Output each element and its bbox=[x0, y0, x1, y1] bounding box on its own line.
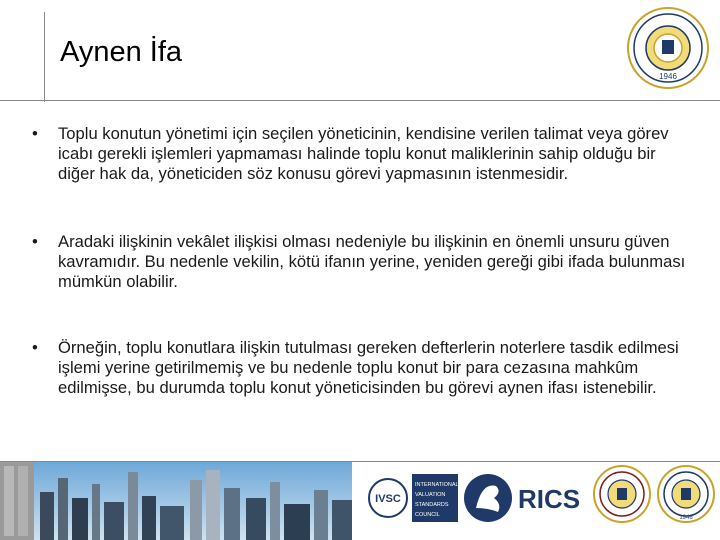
university-seal-icon bbox=[592, 464, 652, 524]
rics-abbr: RICS bbox=[518, 484, 581, 514]
ivsc-text-line: COUNCIL bbox=[415, 512, 440, 518]
ivsc-text-line: STANDARDS bbox=[415, 502, 449, 508]
ivsc-abbr: IVSC bbox=[375, 493, 401, 505]
title-vertical-rule bbox=[44, 12, 45, 102]
ivsc-text-line: INTERNATIONAL bbox=[415, 482, 459, 488]
city-skyline-photo bbox=[0, 462, 352, 540]
ankara-university-seal-icon bbox=[626, 6, 710, 90]
bullet-item: • Toplu konutun yönetimi için seçilen yöneticinin, kendisine verilen talimat veya görev icabı gerekli işlemleri yapmaması halinde toplu konut maliklerinin sahip olduğu bir diğer hak da, yöneticiden söz konusu görevi yapmasının istenmesidir. bbox=[32, 124, 692, 184]
rics-logo-icon bbox=[462, 468, 582, 528]
bullet-item: • Örneğin, toplu konutlara ilişkin tutulması gereken defterlerin noterlere tasdik edilmesi işlemi yerine getirilmemiş ve bu nedenle toplu konut bir para cezasına mahkûm edilmişse, bu durumda toplu konut yöneticisinden bu görevi aynen ifası istenebilir. bbox=[32, 338, 692, 398]
title-divider bbox=[0, 100, 720, 101]
seal-year: 1946 bbox=[679, 515, 693, 521]
ivsc-text-line: VALUATION bbox=[415, 492, 446, 498]
bullet-list bbox=[32, 124, 692, 398]
ivsc-logo-icon bbox=[368, 470, 460, 526]
slide-title: Aynen İfa bbox=[60, 36, 183, 68]
bullet-item: • Aradaki ilişkinin vekâlet ilişkisi olması nedeniyle bu ilişkinin en önemli unsuru güven kavramıdır. Bu nedenle vekilin, kötü ifanın yerine, yeniden gereği gibi ifada bulunması mümkün olabilir. bbox=[32, 232, 692, 292]
ankara-university-seal-icon bbox=[656, 464, 716, 524]
seal-year: 1946 bbox=[659, 72, 677, 81]
